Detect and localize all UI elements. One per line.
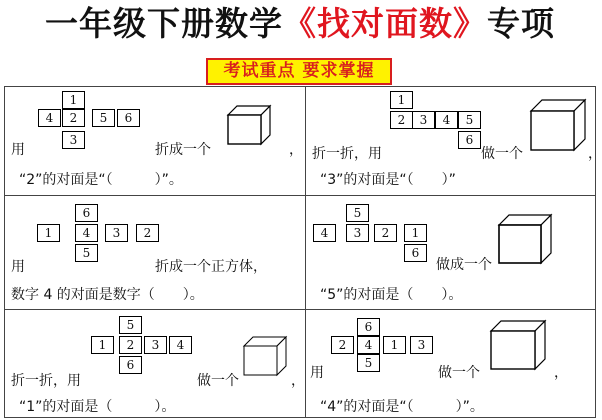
net-square: 3 (346, 224, 369, 242)
question-text: “3”的对面是“（ ）” (320, 172, 456, 188)
net-square: 2 (374, 224, 397, 242)
net-square: 4 (38, 109, 61, 127)
problem-grid (4, 86, 602, 418)
title-highlight: 《找对面数》 (283, 4, 487, 43)
net-square: 4 (75, 224, 98, 242)
net-square: 6 (117, 109, 140, 127)
net-square: 6 (458, 131, 481, 149)
net-square: 6 (357, 318, 380, 336)
net-square: 5 (458, 111, 481, 129)
instruction-text: ， (588, 146, 602, 162)
net-square: 4 (435, 111, 458, 129)
net-square: 1 (390, 91, 413, 109)
cube-icon (490, 320, 546, 370)
net-square: 1 (383, 336, 406, 354)
net-square: 5 (75, 244, 98, 262)
problem-6 (306, 310, 596, 418)
instruction-text: ， (291, 373, 305, 389)
question-text: “1”的对面是（ ）。 (19, 399, 176, 415)
net-square: 5 (119, 316, 142, 334)
title-suffix: 专项 (487, 4, 555, 43)
net-square: 6 (119, 356, 142, 374)
instruction-text: 做一个 (197, 373, 239, 389)
net-square: 4 (313, 224, 336, 242)
net-square: 1 (404, 224, 427, 242)
cube-icon (530, 99, 586, 151)
net-square: 5 (357, 354, 380, 372)
instruction-text: 用 (11, 142, 25, 158)
net-square: 1 (37, 224, 60, 242)
question-text: “5”的对面是（ ）。 (320, 287, 463, 303)
exam-key-badge: 考试重点 要求掌握 (206, 58, 392, 85)
net-square: 2 (331, 336, 354, 354)
net-square: 2 (62, 109, 85, 127)
net-square: 5 (92, 109, 115, 127)
instruction-text: ， (554, 365, 568, 381)
problem-4 (306, 196, 596, 309)
problem-5 (5, 310, 305, 418)
net-square: 6 (404, 244, 427, 262)
net-square: 2 (119, 336, 142, 354)
instruction-text: 做一个 (438, 365, 480, 381)
instruction-text: 用 (11, 259, 25, 275)
cube-icon (243, 336, 287, 376)
instruction-text: 做成一个 (436, 257, 492, 273)
net-square: 3 (410, 336, 433, 354)
problem-2 (306, 87, 602, 195)
cube-icon (227, 105, 271, 145)
net-square: 4 (169, 336, 192, 354)
net-square: 3 (62, 131, 85, 149)
cube-icon (498, 214, 552, 264)
instruction-text: 用 (310, 365, 324, 381)
instruction-text: 折一折，用 (312, 146, 382, 162)
question-text: 数字 4 的对面是数字（ ）。 (11, 287, 204, 303)
net-square: 3 (412, 111, 435, 129)
net-square: 3 (144, 336, 167, 354)
page-title (0, 4, 600, 44)
net-square: 2 (390, 111, 413, 129)
instruction-text: 折成一个正方体， (155, 259, 267, 275)
instruction-text: ， (289, 142, 303, 158)
net-square: 5 (346, 204, 369, 222)
net-square: 3 (105, 224, 128, 242)
net-square: 1 (62, 91, 85, 109)
question-text: “2”的对面是“（ ）”。 (19, 172, 183, 188)
net-square: 2 (136, 224, 159, 242)
instruction-text: 折成一个 (155, 142, 211, 158)
problem-1 (5, 87, 305, 195)
net-square: 6 (75, 204, 98, 222)
title-prefix: 一年级下册数学 (45, 4, 283, 43)
instruction-text: 折一折，用 (11, 373, 81, 389)
net-square: 1 (91, 336, 114, 354)
instruction-text: 做一个 (481, 146, 523, 162)
net-square: 4 (357, 336, 380, 354)
question-text: “4”的对面是“（ ）”。 (320, 399, 484, 415)
problem-3 (5, 196, 305, 309)
